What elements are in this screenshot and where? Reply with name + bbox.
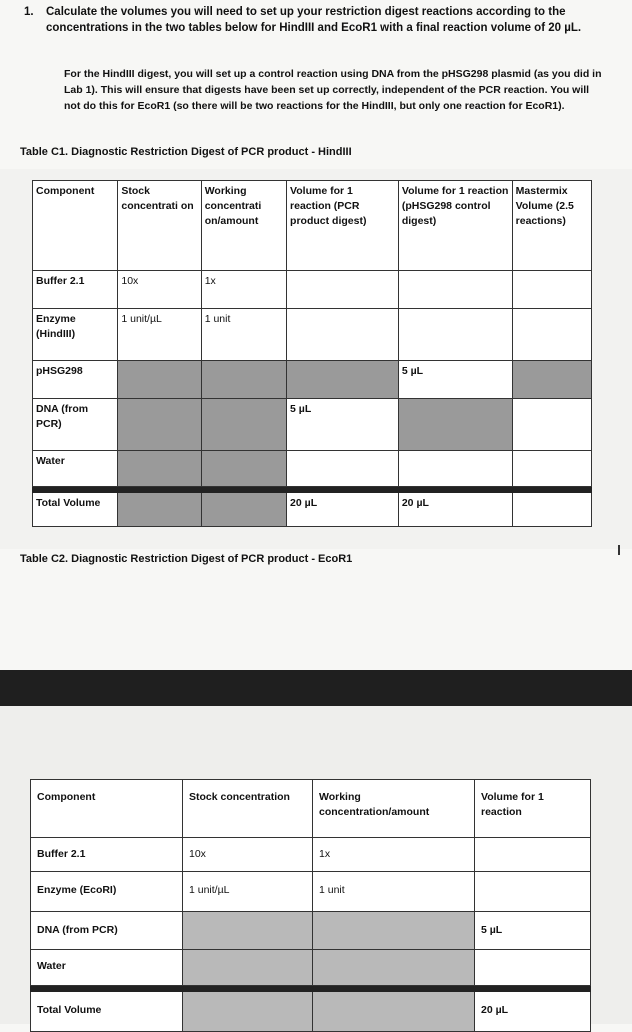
volume-pcr-cell: 20 µL bbox=[287, 493, 399, 527]
header-cell: Component bbox=[33, 181, 118, 271]
shaded-cell bbox=[118, 361, 201, 399]
mastermix-cell[interactable] bbox=[512, 493, 591, 527]
stock-cell: 10x bbox=[183, 838, 313, 872]
stock-cell: 1 unit/µL bbox=[118, 309, 201, 361]
volume-control-cell: 5 µL bbox=[398, 361, 512, 399]
question-body: Calculate the volumes you will need to set up your restriction digest reactions according to the concentrations in the two tables below for HindIII and EcoR1 with a final reaction volume of 20 µL. bbox=[46, 6, 582, 34]
component-cell: Buffer 2.1 bbox=[31, 838, 183, 872]
working-cell: 1x bbox=[313, 838, 475, 872]
component-cell: Total Volume bbox=[31, 992, 183, 1032]
table-header-row bbox=[33, 181, 592, 271]
table-row bbox=[33, 493, 592, 527]
header-cell: Stock concentration bbox=[183, 780, 313, 838]
component-cell: Enzyme (HindIII) bbox=[33, 309, 118, 361]
shaded-cell bbox=[183, 950, 313, 986]
working-cell: 1 unit bbox=[313, 872, 475, 912]
volume-pcr-cell[interactable] bbox=[287, 451, 399, 487]
component-cell: Water bbox=[33, 451, 118, 487]
shaded-cell bbox=[201, 361, 286, 399]
table-row bbox=[31, 838, 591, 872]
header-cell: Component bbox=[31, 780, 183, 838]
shaded-cell bbox=[201, 493, 286, 527]
working-cell: 1x bbox=[201, 271, 286, 309]
volume-cell: 20 µL bbox=[475, 992, 591, 1032]
ecor1-digest-table bbox=[30, 779, 591, 1032]
stock-cell: 10x bbox=[118, 271, 201, 309]
shaded-cell bbox=[398, 399, 512, 451]
header-cell: Volume for 1 reaction bbox=[475, 780, 591, 838]
volume-cell[interactable] bbox=[475, 872, 591, 912]
table-header-row bbox=[31, 780, 591, 838]
table-row bbox=[31, 992, 591, 1032]
volume-cell[interactable] bbox=[475, 950, 591, 986]
page-mark bbox=[618, 545, 620, 555]
table-row bbox=[33, 361, 592, 399]
shaded-cell bbox=[183, 992, 313, 1032]
mastermix-cell[interactable] bbox=[512, 399, 591, 451]
instruction-paragraph: For the HindIII digest, you will set up a control reaction using DNA from the pHSG298 plasmid (as you did in Lab 1). This will ensure that digests have been set up correctly, independent of the PCR reaction. You will not do this for EcoR1 (so there will be two reactions for the HindIII, but only one reaction for EcoR1). bbox=[64, 68, 602, 112]
working-cell: 1 unit bbox=[201, 309, 286, 361]
mastermix-cell[interactable] bbox=[512, 271, 591, 309]
shaded-cell bbox=[118, 493, 201, 527]
shaded-cell bbox=[183, 912, 313, 950]
question-text bbox=[24, 4, 606, 36]
mastermix-cell[interactable] bbox=[512, 451, 591, 487]
header-cell: Mastermix Volume (2.5 reactions) bbox=[512, 181, 591, 271]
component-cell: Water bbox=[31, 950, 183, 986]
shaded-cell bbox=[201, 399, 286, 451]
header-cell: Working concentrati on/amount bbox=[201, 181, 286, 271]
header-cell: Volume for 1 reaction (pHSG298 control digest) bbox=[398, 181, 512, 271]
table-row bbox=[31, 950, 591, 986]
dark-band bbox=[0, 670, 632, 706]
table-row bbox=[31, 912, 591, 950]
volume-control-cell[interactable] bbox=[398, 271, 512, 309]
component-cell: pHSG298 bbox=[33, 361, 118, 399]
component-cell: Total Volume bbox=[33, 493, 118, 527]
table-row bbox=[33, 309, 592, 361]
volume-cell[interactable] bbox=[475, 838, 591, 872]
shaded-cell bbox=[313, 912, 475, 950]
component-cell: Buffer 2.1 bbox=[33, 271, 118, 309]
volume-control-cell: 20 µL bbox=[398, 493, 512, 527]
volume-pcr-cell[interactable] bbox=[287, 271, 399, 309]
shaded-cell bbox=[313, 992, 475, 1032]
table1-caption: Table C1. Diagnostic Restriction Digest of PCR product - HindIII bbox=[20, 146, 352, 158]
mastermix-cell[interactable] bbox=[512, 309, 591, 361]
volume-control-cell[interactable] bbox=[398, 309, 512, 361]
table-row bbox=[33, 271, 592, 309]
component-cell: Enzyme (EcoRI) bbox=[31, 872, 183, 912]
shaded-cell bbox=[201, 451, 286, 487]
volume-pcr-cell[interactable] bbox=[287, 309, 399, 361]
shaded-cell bbox=[313, 950, 475, 986]
component-cell: DNA (from PCR) bbox=[31, 912, 183, 950]
header-cell: Working concentration/amount bbox=[313, 780, 475, 838]
hindiii-digest-table bbox=[32, 180, 592, 527]
header-cell: Stock concentrati on bbox=[118, 181, 201, 271]
shaded-cell bbox=[287, 361, 399, 399]
table-row bbox=[33, 451, 592, 487]
volume-pcr-cell: 5 µL bbox=[287, 399, 399, 451]
shaded-cell bbox=[512, 361, 591, 399]
shaded-cell bbox=[118, 451, 201, 487]
shaded-cell bbox=[118, 399, 201, 451]
table-row bbox=[31, 872, 591, 912]
stock-cell: 1 unit/µL bbox=[183, 872, 313, 912]
table2-caption: Table C2. Diagnostic Restriction Digest of PCR product - EcoR1 bbox=[20, 553, 353, 565]
header-cell: Volume for 1 reaction (PCR product digest) bbox=[287, 181, 399, 271]
volume-cell: 5 µL bbox=[475, 912, 591, 950]
question-number: 1. bbox=[24, 6, 34, 18]
table-row bbox=[33, 399, 592, 451]
component-cell: DNA (from PCR) bbox=[33, 399, 118, 451]
volume-control-cell[interactable] bbox=[398, 451, 512, 487]
